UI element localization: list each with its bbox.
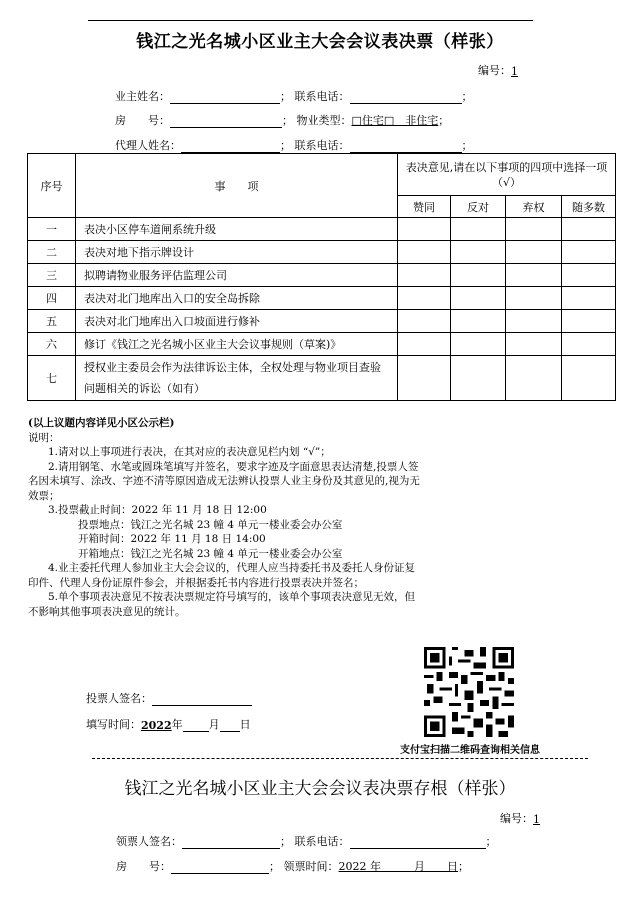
- vote-cell[interactable]: [506, 264, 562, 287]
- table-row: 四 表决对北门地库出入口的安全岛拆除: [28, 287, 616, 310]
- fill-month-field[interactable]: [183, 719, 209, 732]
- serial-value: 1: [511, 65, 518, 78]
- table-row: 三 拟聘请物业服务评估监理公司: [28, 264, 616, 287]
- vote-cell[interactable]: [451, 333, 506, 356]
- vote-cell[interactable]: [506, 333, 562, 356]
- header-item: 事 项: [76, 154, 398, 218]
- vote-cell[interactable]: [562, 356, 616, 401]
- vote-cell[interactable]: [398, 310, 451, 333]
- stub-title: 钱江之光名城小区业主大会会议表决票存根（样张）: [124, 779, 516, 799]
- vote-cell[interactable]: [562, 287, 616, 310]
- announcement: (以上议题内容详见小区公示栏): [28, 417, 175, 429]
- proxy-name-field[interactable]: [181, 140, 280, 153]
- vote-cell[interactable]: [562, 241, 616, 264]
- room-row: 房 号： ； 物业类型：□住宅□ 非住宅；: [115, 114, 450, 127]
- stub-receiver-field[interactable]: [182, 836, 280, 849]
- table-row: 二 表决对地下指示牌设计: [28, 241, 616, 264]
- property-type-checkboxes[interactable]: □住宅□ 非住宅: [351, 114, 439, 127]
- fill-time-row: 填写时间：2022年 月 日: [86, 718, 251, 732]
- page-title: 钱江之光名城小区业主大会会议表决票（样张）: [136, 32, 504, 52]
- option-abstain: 弃权: [506, 196, 562, 218]
- voter-signature-row: 投票人签名：: [86, 690, 252, 706]
- table-row: 五 表决对北门地库出入口坡面进行修补: [28, 310, 616, 333]
- owner-name-field[interactable]: [170, 91, 280, 104]
- table-row: 七 授权业主委员会作为法律诉讼主体，全权处理与物业项目查验问题相关的诉讼（如有）: [28, 356, 616, 401]
- vote-cell[interactable]: [398, 218, 451, 241]
- stub-receiver-row: 领票人签名： ； 联系电话： ；: [116, 835, 497, 848]
- proxy-row: 代理人姓名： ； 联系电话： ；: [115, 139, 473, 152]
- table-row: 一 表决小区停车道闸系统升级: [28, 218, 616, 241]
- vote-cell[interactable]: [562, 310, 616, 333]
- room-field[interactable]: [170, 115, 282, 128]
- stub-room-field[interactable]: [171, 861, 269, 874]
- stub-room-row: 房 号： ； 领票时间：2022 年 月 日；: [116, 860, 469, 873]
- serial-number: 编号：1: [478, 64, 518, 78]
- vote-cell[interactable]: [562, 264, 616, 287]
- vote-cell[interactable]: [451, 287, 506, 310]
- vote-cell[interactable]: [398, 287, 451, 310]
- header-no: 序号: [28, 154, 76, 218]
- header-opinion: 表决意见,请在以下事项的四项中选择一项（√）: [398, 154, 616, 196]
- proxy-phone-field[interactable]: [350, 140, 462, 153]
- option-follow-majority: 随多数: [562, 196, 616, 218]
- vote-cell[interactable]: [451, 218, 506, 241]
- vote-cell[interactable]: [398, 241, 451, 264]
- vote-cell[interactable]: [506, 287, 562, 310]
- instructions: (以上议题内容详见小区公示栏) 说明： 1.请对以上事项进行表决，在其对应的表决意见栏内划 “√”； 2.请用钢笔、水笔或圆珠笔填写并签名，要求字迹及字面意思表达清楚,投票人签 名因未填写、涂改、字迹不清等原因造成无法辨认投票人业主身份及其意见的,视为无 效票； 3.投票截止时间：2022 年 11 月 18 日 12:00 投票地点：钱江之光名城 23 幢 4 单元一楼业委会办公室 开箱时间：2022 年 11 月 18 日 14:00 开箱地点：钱江之光名城 23 幢 4 单元一楼业委会办公室 4.业主委托代理人参加业主大会会议的，代理人应当持委托书及委托人身份证复 印件、代理人身份证原件参会，并根据委托书内容进行投票表决并签名； 5.单个事项表决意见不按表决票规定符号填写的，该单个事项表决意见无效，但 不影响其他事项表决意见的统计。: [68, 416, 578, 619]
- vote-cell[interactable]: [398, 333, 451, 356]
- vote-cell[interactable]: [562, 218, 616, 241]
- stub-serial: 编号：1: [500, 812, 540, 826]
- vote-cell[interactable]: [451, 356, 506, 401]
- stub-time-value[interactable]: 2022 年 月 日: [338, 860, 458, 873]
- vote-table: [27, 153, 616, 401]
- fill-day-field[interactable]: [220, 719, 240, 732]
- vote-cell[interactable]: [506, 241, 562, 264]
- option-approve: 赞同: [398, 196, 451, 218]
- fill-year: 2022: [141, 719, 172, 732]
- stub-phone-field[interactable]: [350, 836, 486, 849]
- owner-row: 业主姓名： ； 联系电话： ；: [115, 90, 473, 103]
- vote-cell[interactable]: [398, 264, 451, 287]
- vote-cell[interactable]: [451, 241, 506, 264]
- owner-phone-field[interactable]: [350, 91, 462, 104]
- tear-line: [92, 758, 588, 759]
- voter-signature-field[interactable]: [152, 693, 252, 706]
- vote-cell[interactable]: [398, 356, 451, 401]
- qr-caption: 支付宝扫描二维码查询相关信息: [400, 745, 540, 756]
- vote-cell[interactable]: [506, 218, 562, 241]
- vote-cell[interactable]: [506, 356, 562, 401]
- vote-cell[interactable]: [451, 264, 506, 287]
- qr-code-icon: [424, 647, 514, 737]
- vote-cell[interactable]: [451, 310, 506, 333]
- vote-cell[interactable]: [562, 333, 616, 356]
- table-row: 六 修订《钱江之光名城小区业主大会议事规则（草案)》: [28, 333, 616, 356]
- top-rule: [88, 20, 533, 21]
- option-oppose: 反对: [451, 196, 506, 218]
- vote-cell[interactable]: [506, 310, 562, 333]
